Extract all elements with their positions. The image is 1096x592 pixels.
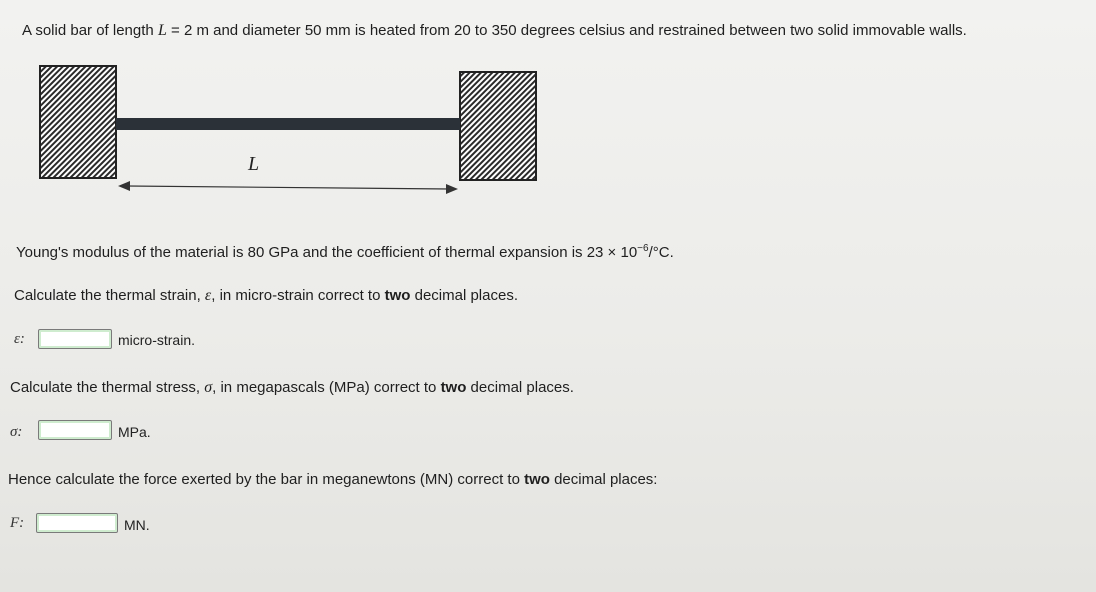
statement-prefix: A solid bar of length	[22, 22, 158, 39]
force-field-label: F:	[10, 515, 25, 531]
length-variable: L	[157, 22, 167, 39]
q2-bold: two	[440, 379, 467, 396]
q1-text-post: decimal places.	[410, 287, 518, 304]
length-label: L	[248, 153, 260, 175]
force-unit: MN.	[124, 517, 150, 533]
question-stress	[10, 379, 574, 397]
bar-diagram	[0, 60, 560, 210]
material-text: Young's modulus of the material is 80 GPa and the coefficient of thermal expansion is 23 × 10	[16, 244, 638, 261]
stress-input[interactable]	[38, 420, 112, 440]
q2-symbol: σ	[204, 379, 213, 396]
strain-field-label: ε:	[14, 331, 25, 347]
material-exponent: −6	[637, 243, 649, 254]
question-force	[8, 471, 657, 488]
q2-text-post: decimal places.	[466, 379, 574, 396]
dimension-arrow-right	[446, 184, 458, 194]
right-wall	[460, 72, 536, 180]
dimension-line	[126, 186, 450, 189]
material-unit: /°C.	[648, 244, 674, 261]
dimension-arrow-left	[118, 181, 130, 191]
problem-statement	[22, 22, 967, 40]
solid-bar	[116, 118, 460, 130]
q1-text-mid: , in micro-strain correct to	[211, 287, 385, 304]
q3-bold: two	[524, 471, 550, 488]
stress-unit: MPa.	[118, 424, 151, 440]
material-properties	[16, 243, 674, 261]
q3-text: Hence calculate the force exerted by the bar in meganewtons (MN) correct to	[8, 471, 525, 488]
q1-symbol: ε	[204, 287, 212, 304]
force-input[interactable]	[36, 513, 118, 533]
q2-text-mid: , in megapascals (MPa) correct to	[212, 379, 441, 396]
left-wall	[40, 66, 116, 178]
q3-text-post: decimal places:	[549, 471, 658, 488]
question-strain	[14, 287, 518, 305]
stress-field-label: σ:	[10, 424, 23, 440]
q1-bold: two	[384, 287, 411, 304]
strain-input[interactable]	[38, 329, 112, 349]
q1-text: Calculate the thermal strain,	[14, 287, 205, 304]
strain-unit: micro-strain.	[118, 332, 196, 348]
statement-rest: = 2 m and diameter 50 mm is heated from 20 to 350 degrees celsius and restrained between two solid immovable walls.	[166, 22, 967, 39]
q2-text: Calculate the thermal stress,	[10, 379, 205, 396]
